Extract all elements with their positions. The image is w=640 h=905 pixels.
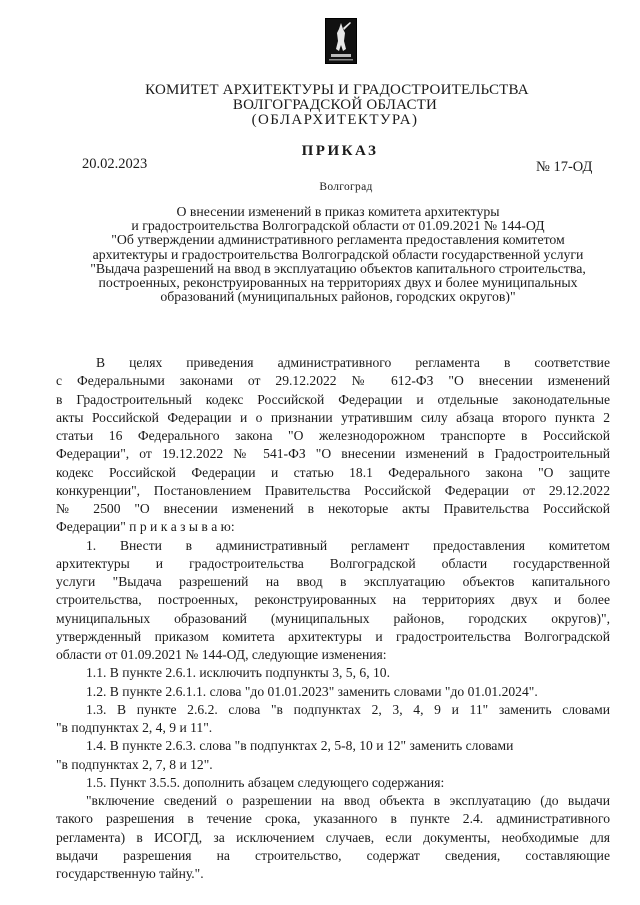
body-line: области от 01.09.2021 № 144-ОД, следующие изменения: (56, 647, 387, 662)
body-line: Федерации" п р и к а з ы в а ю: (56, 519, 235, 535)
motherland-statue-icon (326, 19, 356, 63)
body-line: такого разрешения в течение срока, указанного в пункте 2.4. административного (56, 811, 610, 827)
document-number: № 17-ОД (536, 159, 593, 175)
body-line: 1. Внести в административный регламент предоставления комитетом (86, 537, 610, 553)
body-line: конкуренции", Постановлением Правительства Российской Федерации от 29.12.2022 (56, 482, 610, 498)
body-line: регламента) в ИСОГД, за исключением случаев, если документы, необходимые для (56, 829, 610, 845)
subject-line: построенных, реконструированных на территориях двух и более муниципальных (98, 275, 578, 291)
body-line: акты Российской Федерации и о признании утратившим силу абзаца второго пункта 2 (56, 409, 610, 425)
body-line: 1.2. В пункте 2.6.1.1. слова "до 01.01.2023" заменить словами "до 01.01.2024". (86, 683, 538, 699)
body-line: 1.4. В пункте 2.6.3. слова "в подпунктах 2, 5-8, 10 и 12" заменить словами (86, 738, 514, 754)
body-line: "в подпунктах 2, 7, 8 и 12". (56, 756, 213, 772)
org-short-name: (ОБЛАРХИТЕКТУРА) (251, 112, 419, 128)
body-line: № 2500 "О внесении изменений в некоторые акты Правительства Российской (56, 501, 610, 516)
body-line: кодекс Российской Федерации и статью 18.1 Федерального закона "О защите (56, 464, 610, 480)
body-line: строительства, построенных, реконструированных на территориях двух и более (56, 592, 610, 608)
subject-line: "Выдача разрешений на ввод в эксплуатацию объектов капитального строительства, (90, 260, 586, 276)
body-line: 1.3. В пункте 2.6.2. слова "в подпунктах 2, 3, 4, 9 и 11" заменить словами (86, 701, 610, 717)
body-line: статьи 16 Федерального закона "О железнодорожном транспорте в Российской (56, 428, 610, 443)
document-subject (38, 205, 638, 304)
body-line: утвержденный приказом комитета архитектуры и градостроительства Волгоградской (56, 628, 610, 644)
document-body (56, 354, 610, 883)
document-type: ПРИКАЗ (301, 143, 379, 159)
subject-line: архитектуры и градостроительства Волгоградской области государственной услуги (92, 246, 584, 262)
body-line: государственную тайну.". (56, 866, 204, 881)
body-line: "включение сведений о разрешении на ввод объекта в эксплуатацию (до выдачи (86, 793, 610, 808)
coat-of-arms-emblem (325, 18, 357, 64)
subject-line: образований (муниципальных районов, городских округов)" (160, 289, 516, 305)
body-line: выдачи разрешения на строительство, содержат сведения, составляющие (56, 847, 610, 863)
subject-line: и градостроительства Волгоградской области от 01.09.2021 № 144-ОД (131, 218, 545, 234)
subject-line: "Об утверждении административного регламента предоставления комитетом (111, 232, 565, 248)
body-line: в Градостроительный кодекс Российской Федерации и отдельные законодательные (56, 391, 610, 407)
body-line: 1.5. Пункт 3.5.5. дополнить абзацем следующего содержания: (86, 774, 445, 790)
document-date: 20.02.2023 (82, 156, 148, 172)
org-name-line1: КОМИТЕТ АРХИТЕКТУРЫ И ГРАДОСТРОИТЕЛЬСТВА (145, 82, 529, 98)
org-name-line2: ВОЛГОГРАДСКОЙ ОБЛАСТИ (232, 97, 438, 113)
city-name: Волгоград (319, 181, 373, 193)
body-line: услуги "Выдача разрешений на ввод в эксплуатацию объектов капитального (56, 574, 610, 589)
body-line: архитектуры и градостроительства Волгоградской области государственной (56, 555, 610, 571)
body-line: Федерации", от 19.12.2022 № 541-ФЗ "О внесении изменений в Градостроительный (56, 446, 610, 462)
subject-line: О внесении изменений в приказ комитета архитектуры (176, 204, 500, 219)
body-line: В целях приведения административного регламента в соответствие (96, 355, 610, 370)
body-line: "в подпунктах 2, 4, 9 и 11". (56, 720, 213, 735)
body-line: 1.1. В пункте 2.6.1. исключить подпункты 3, 5, 6, 10. (86, 665, 390, 681)
body-line: с Федеральными законами от 29.12.2022 № 612-ФЗ "О внесении изменений (56, 373, 610, 389)
body-line: муниципальных образований (муниципальных районов, городских округов)", (56, 610, 610, 626)
